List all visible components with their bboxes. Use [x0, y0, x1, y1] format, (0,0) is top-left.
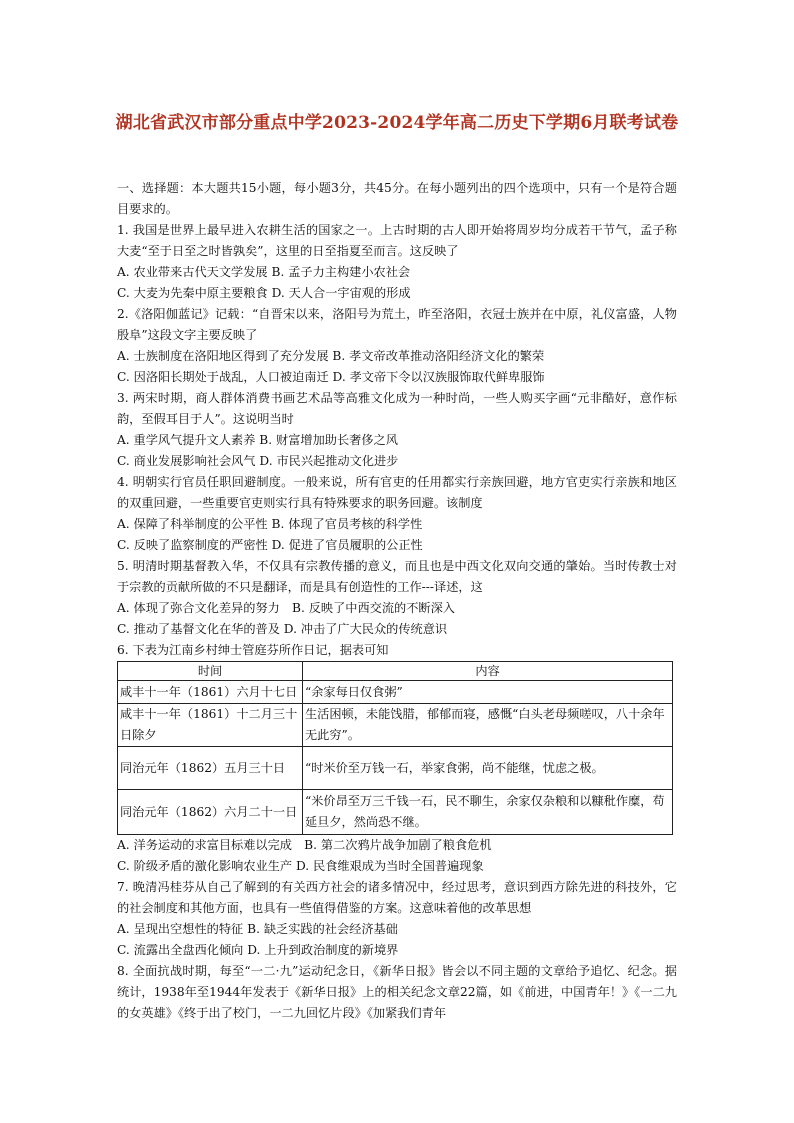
exam-content	[117, 178, 677, 1024]
question-options: C. 商业发展影响社会风气 D. 市民兴起推动文化进步	[117, 454, 399, 468]
question-stem: 1. 我国是世界上最早进入农耕生活的国家之一。上古时期的古人即开始将周岁均分成若干节气，孟子称大麦“至于日至之时皆孰矣”，这里的日至指夏至而言。这反映了	[117, 223, 677, 258]
table-row	[118, 747, 673, 790]
table-cell-date: 咸丰十一年（1861）十二月三十日除夕	[118, 704, 303, 747]
question-options: A. 农业带来古代天文学发展 B. 孟子力主构建小农社会	[117, 265, 411, 279]
question-stem: 3. 两宋时期，商人群体消费书画艺术品等高雅文化成为一种时尚，一些人购买字画“元非酷好，意作标韵，至假耳目于人”。这说明当时	[117, 391, 677, 426]
table-cell-content: “时米价至万钱一石，举家食粥，尚不能继，忧虑之极。	[303, 747, 673, 790]
question-stem: 7. 晚清冯桂芬从自己了解到的有关西方社会的诸多情况中，经过思考，意识到西方除先进的科技外，它的社会制度和其他方面，也具有一些值得借鉴的方案。这意味着他的改革思想	[117, 880, 677, 915]
table-header: 内容	[303, 662, 673, 681]
question-options: A. 重学风气提升文人素养 B. 财富增加助长奢侈之风	[117, 433, 398, 447]
question-options: A. 洋务运动的求富目标难以完成 B. 第二次鸦片战争加剧了粮食危机	[117, 838, 492, 852]
table-cell-date: 咸丰十一年（1861）六月十七日	[118, 681, 303, 704]
question-options: A. 体现了弥合文化差异的努力 B. 反映了中西交流的不断深入	[117, 601, 455, 615]
question-stem: 2.《洛阳伽蓝记》记载：“自晋宋以来，洛阳号为荒土，昨至洛阳，衣冠士族并在中原，礼仪富盛，人物殷阜”这段文字主要反映了	[117, 307, 677, 342]
table-header: 时间	[118, 662, 303, 681]
table-cell-content: “余家每日仅食粥”	[303, 681, 673, 704]
question-stem: 8. 全面抗战时期，每至“一二·九”运动纪念日，《新华日报》皆会以不同主题的文章给予追忆、纪念。据统计，1938年至1944年发表于《新华日报》上的相关纪念文章22篇，如《前进，中国青年！》《一二九的女英雄》《终于出了校门，一二九回忆片段》《加紧我们青年	[117, 964, 677, 1020]
question-stem: 5. 明清时期基督教入华，不仅具有宗教传播的意义，而且也是中西文化双向交通的肇始。当时传教士对于宗教的贡献所做的不只是翻译，而是具有创造性的工作---译述，这	[117, 559, 677, 594]
diary-table	[117, 661, 673, 835]
table-cell-date: 同治元年（1862）六月二十一日	[118, 790, 303, 835]
table-cell-content: “米价昂至万三千钱一石，民不聊生，余家仅杂粮和以糠秕作糜，苟延旦夕，然尚恐不继。	[303, 790, 673, 835]
question-options: C. 推动了基督文化在华的普及 D. 冲击了广大民众的传统意识	[117, 622, 448, 636]
question-options: A. 士族制度在洛阳地区得到了充分发展 B. 孝文帝改革推动洛阳经济文化的繁荣	[117, 349, 545, 363]
table-row	[118, 704, 673, 747]
question-options: A. 呈现出空想性的特征 B. 缺乏实践的社会经济基础	[117, 922, 398, 936]
question-options: C. 阶级矛盾的激化影响农业生产 D. 民食维艰成为当时全国普遍现象	[117, 859, 484, 873]
question-stem: 6. 下表为江南乡村绅士管庭芬所作日记，据表可知	[117, 643, 389, 657]
table-header-row	[118, 662, 673, 681]
question-stem: 4. 明朝实行官员任职回避制度。一般来说，所有官吏的任用都实行亲族回避，地方官吏实行亲族和地区的双重回避，一些重要官吏则实行具有特殊要求的职务回避。该制度	[117, 475, 677, 510]
question-options: C. 流露出全盘西化倾向 D. 上升到政治制度的新境界	[117, 943, 399, 957]
table-cell-date: 同治元年（1862）五月三十日	[118, 747, 303, 790]
question-options: C. 大麦为先秦中原主要粮食 D. 天人合一宇宙观的形成	[117, 286, 411, 300]
table-row	[118, 681, 673, 704]
question-options: A. 保障了科举制度的公平性 B. 体现了官员考核的科学性	[117, 517, 423, 531]
question-options: C. 因洛阳长期处于战乱，人口被迫南迁 D. 孝文帝下令以汉族服饰取代鲜卑服饰	[117, 370, 545, 384]
table-cell-content: 生活困顿，未能饯腊，郁郁而寝，感慨“白头老母频嗟叹，八十余年无此穷”。	[303, 704, 673, 747]
document-title: 湖北省武汉市部分重点中学2023-2024学年高二历史下学期6月联考试卷	[115, 113, 679, 133]
question-options: C. 反映了监察制度的严密性 D. 促进了官员履职的公正性	[117, 538, 423, 552]
table-row	[118, 790, 673, 835]
section-heading: 一、选择题：本大题共15小题，每小题3分，共45分。在每小题列出的四个选项中，只有一个是符合题目要求的。	[117, 181, 677, 216]
